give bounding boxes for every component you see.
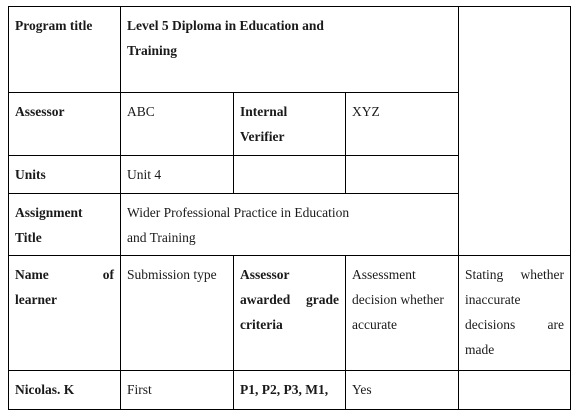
header-name-line2: learner [15,292,57,307]
header-decision-line1: Assessment [352,267,416,282]
assignment-title-line2: and Training [127,230,196,245]
header-name-of-learner [8,255,121,371]
internal-verifier-line2: Verifier [240,129,285,144]
header-awarded-line3: criteria [240,317,283,332]
units-empty-1 [233,155,346,194]
assignment-title-label [8,193,121,256]
program-title-line2: Training [127,43,178,58]
learner-name-text: Nicolas. K [15,382,75,397]
header-stating-word2: whether [520,267,564,282]
units-value-text: Unit 4 [127,167,162,182]
internal-verifier-line1: Internal [240,104,288,119]
units-label [8,155,121,194]
learner-criteria-text: P1, P2, P3, M1, [240,382,329,397]
learner-decision [345,370,459,410]
header-awarded-line1: Assessor [240,267,290,282]
header-stating-word4: are [547,317,564,332]
assignment-title-line1: Wider Professional Practice in Education [127,205,350,220]
header-name-word1: Name [15,267,49,282]
assignment-title-label-line2: Title [15,230,42,245]
header-awarded-line2 [240,287,339,312]
learner-submission-text: First [127,382,152,397]
header-assessor-awarded-grade-criteria [233,255,346,371]
assessor-label [8,92,121,156]
header-stating-line4: made [465,342,495,357]
header-awarded-word2: grade [306,292,339,307]
header-stating-line2: inaccurate [465,292,521,307]
assessor-value-text: ABC [127,104,155,119]
learner-criteria [233,370,346,410]
header-assessment-decision [345,255,459,371]
program-title-label [8,6,121,93]
header-submission-type [120,255,234,371]
header-stating-line3 [465,312,564,337]
header-awarded-word1: awarded [240,292,291,307]
units-value [120,155,234,194]
assessor-value [120,92,234,156]
header-stating-line1 [465,262,564,287]
learner-stating [458,370,571,410]
internal-verifier-value [345,92,459,156]
learner-decision-text: Yes [352,382,372,397]
assignment-title-label-line1: Assignment [15,205,83,220]
header-stating-whether-inaccurate [458,255,571,371]
learner-submission [120,370,234,410]
program-title-value [120,6,459,93]
assessor-label-text: Assessor [15,104,65,119]
learner-name [8,370,121,410]
header-submission-text: Submission type [127,267,217,282]
blank-right-column [458,6,571,256]
header-stating-word1: Stating [465,267,504,282]
program-title-line1: Level 5 Diploma in Education and [127,18,324,33]
internal-verifier-label [233,92,346,156]
assignment-title-value [120,193,459,256]
header-decision-line2: decision whether [352,292,444,307]
units-empty-2 [345,155,459,194]
header-name-word2: of [102,267,114,282]
header-decision-line3: accurate [352,317,397,332]
internal-verifier-value-text: XYZ [352,104,380,119]
header-stating-word3: decisions [465,317,516,332]
header-name-line1 [15,262,114,287]
program-title-label-text: Program title [15,18,93,33]
units-label-text: Units [15,167,46,182]
